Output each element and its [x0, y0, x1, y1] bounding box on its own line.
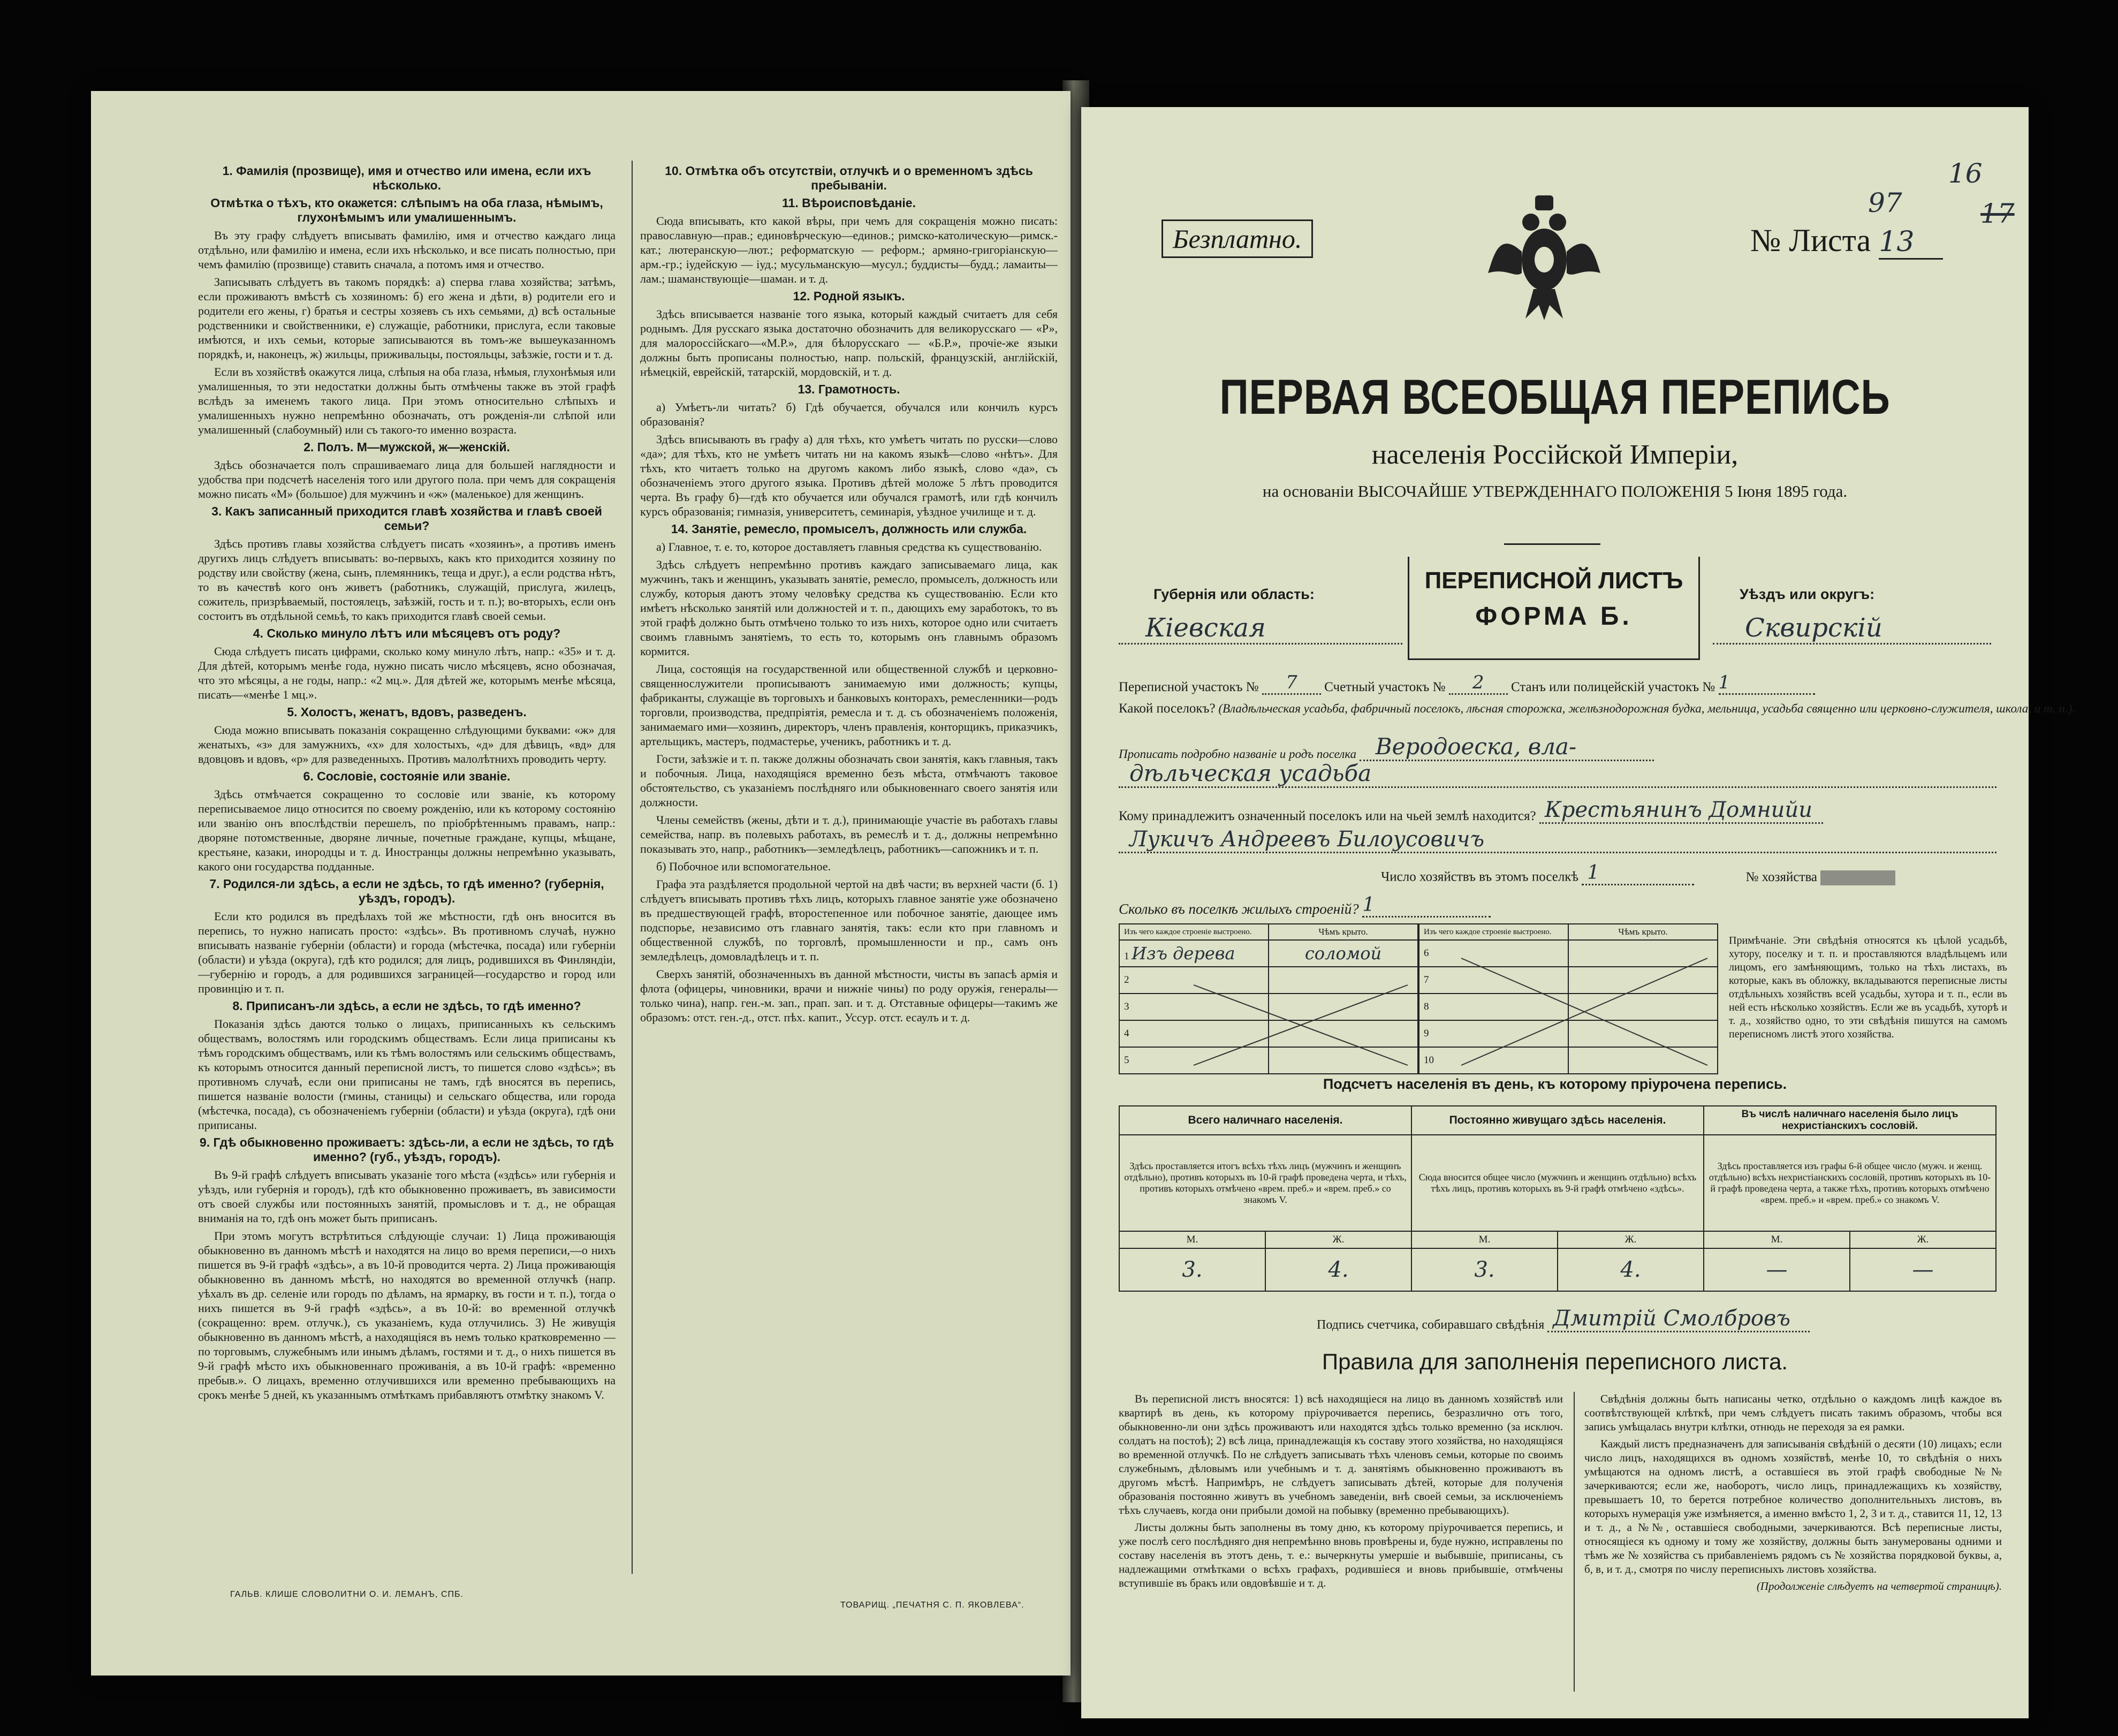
building-1-material: Изъ дерева: [1132, 943, 1235, 964]
double-headed-eagle-emblem-icon: [1488, 193, 1600, 321]
instructions-column-2: [632, 161, 1058, 1574]
population-count-title: Подсчетъ населенія въ день, къ которому пріурочена перепись.: [1323, 1076, 1787, 1092]
instruction-paragraph: Записывать слѣдуетъ въ такомъ порядкѣ: а) сперва глава хозяйства; затѣмъ, если проживаютъ вмѣстѣ съ хозяиномъ: б) его жена и дѣти, в) родители его и родители его жены, г) братья и сестры хозяевъ съ ихъ семьями, д) всѣ остальные родственники и свойственники, е) служащіе, работники, прислуга, если таковые имѣются, и ихъ семьи, которые записываются въ томъ-же вышеуказанномъ порядкѣ, и, наконецъ, ж) жильцы, приживальцы, постояльцы, заѣзжіе, гости и т. д.: [198, 275, 616, 361]
instruction-paragraph: Въ 9-й графѣ слѣдуетъ вписывать указаніе того мѣста («здѣсь» или губернія и уѣздъ, или губернія и городъ), гдѣ кто обыкновенно проживаетъ, въ зависимости отъ своей службы или постоянныхъ занятій, промысловъ и т. д., не обращая вниманія на то, гдѣ онъ может быть приписанъ.: [198, 1168, 616, 1225]
section-heading: 14. Занятіе, ремесло, промыселъ, должность или служба.: [671, 522, 1027, 536]
crossed-out-cells: [1119, 947, 1718, 1071]
owner-value-1: Крестьянинъ Домнийи: [1539, 798, 1823, 824]
non-christian-male: —: [1704, 1248, 1850, 1291]
table-row: [1419, 924, 1718, 940]
building-1-roof: соломой: [1269, 940, 1418, 967]
dwellings-row: [1119, 894, 1491, 918]
owner-value-2: Лукичъ Андреевъ Билоусовичъ: [1119, 827, 1996, 853]
instruction-paragraph: Здѣсь противъ главы хозяйства слѣдуетъ писать «хозяинъ», а противъ именъ другихъ лицъ слѣдуетъ вписывать: во-первыхъ, какъ кто приходится хозяину по родству или свойству (жена, сынъ, племянникъ, теща и друг.), а если родства нѣтъ, то въ качествѣ кого онъ живетъ (работникъ, служащій, прислуга, жилецъ, сожитель, призрѣваемый, постоялецъ, заѣзжій, гость и т. п.); во-вторыхъ, если онъ состоитъ въ отдѣльной семьѣ, то какъ приходится главѣ своей семьи.: [198, 537, 616, 623]
settlement-label: Какой поселокъ?: [1119, 701, 1216, 716]
owner-label: Кому принадлежитъ означенный поселокъ или на чьей землѣ находится?: [1119, 809, 1536, 823]
section-heading: 3. Какъ записанный приходится главѣ хозяйства и главѣ своей семьи?: [211, 504, 602, 533]
census-sheet-form-box: [1408, 557, 1700, 660]
sheet-number-label: № Листа: [1750, 223, 1871, 258]
row-number: 5: [1119, 1047, 1269, 1074]
row-number: 9: [1419, 1020, 1568, 1047]
rules-divider: [1574, 1392, 1575, 1692]
instruction-paragraph: Графа эта раздѣляется продольной чертой на двѣ части; въ верхней части (б. 1) слѣдуетъ вписывать противъ тѣхъ лицъ, которыхъ главное занятіе уже обозначено въ предшествующей графѣ, второстепенное или побочное занятіе, дающее имъ подспорье, независимо отъ главнаго занятія, такъ: если кто при главномъ и общественной службѣ, по торговлѣ, промышленности и пр., самъ онъ земледѣлецъ, домовладѣлецъ и т. п.: [640, 877, 1058, 963]
title-divider: [1504, 543, 1600, 545]
section-heading: 9. Гдѣ обыкновенно проживаетъ: здѣсь-ли, а если не здѣсь, то гдѣ именно? (губ., уѣздъ, городъ).: [199, 1135, 614, 1164]
instruction-paragraph: Сюда можно вписывать показанія сокращенно слѣдующими буквами: «ж» для женатыхъ, «з» для замужнихъ, «х» для холостыхъ, «д» для дѣвицъ, «вд» для вдовцовъ и вдовъ, «р» для разведенныхъ. Противъ малолѣтнихъ проводить черту.: [198, 723, 616, 765]
table-row: [1119, 1231, 1996, 1248]
section-heading: 7. Родился-ли здѣсь, а если не здѣсь, то гдѣ именно? (губернія, уѣздъ, городъ).: [209, 877, 604, 905]
households-value: 1: [1582, 862, 1694, 885]
total-present-male: 3.: [1119, 1248, 1265, 1291]
instruction-paragraph: Сюда слѣдуетъ писать цифрами, сколько кому минуло лѣтъ, напр.: «35» и т. д. Для дѣтей, которымъ менѣе года, нужно писать число мѣсяцевъ, ясно обозначая, что это мѣсяцы, а не годы, напр.: «2 мц.». Для дѣтей же, которымъ менѣе мѣсяца, писать—«менѣе 1 мц.».: [198, 645, 616, 701]
province-label: Губернія или область:: [1153, 586, 1315, 602]
district-label: Уѣздъ или округъ:: [1740, 586, 1875, 602]
province-value: Кіевская: [1119, 613, 1402, 645]
rules-paragraph: Листы должны быть заполнены въ тому дню, къ которому пріурочивается перепись, и уже послѣ сего послѣдняго дня непремѣнно вновь провѣрены и, буде нужно, исправлены по составу населенія въ этотъ день, т. е.: вычеркнуты умершіе и выбывшіе, приписаны, съ надлежащими отмѣтками о всѣхъ графахъ, родившіеся и вновь прибывшіе, отмѣчены вступившіе въ бракъ или овдовѣвшіе и т. д.: [1119, 1521, 1563, 1589]
rules-column-right: [1584, 1392, 2002, 1596]
owner-row: [1119, 798, 1823, 824]
signature-value: Дмитрій Смолбровъ: [1547, 1306, 1810, 1332]
row-number: 2: [1119, 967, 1269, 994]
section-heading: 6. Сословіе, состояніе или званіе.: [303, 769, 511, 783]
header-male: М.: [1704, 1231, 1850, 1248]
instruction-paragraph: Здѣсь обозначается полъ спрашиваемаго лица для большей наглядности и удобства при подсчетѣ населенія того или другого пола. при чемъ для сокращенія можно писать «М» (большое) для мужчинъ и «ж» (маленькое) для женщинъ.: [198, 458, 616, 501]
rules-paragraph: Свѣдѣнія должны быть написаны четко, отдѣльно о каждомъ лицѣ каждое въ соотвѣтствующей клѣткѣ, при чемъ слѣдуетъ писать такимъ образомъ, чтобы вся запись умѣщалась внутри клѣтки, отнюдь не переходя за ея рамки.: [1584, 1392, 2002, 1433]
permanent-male: 3.: [1411, 1248, 1558, 1291]
header-female: Ж.: [1558, 1231, 1704, 1248]
instruction-paragraph: Лица, состоящія на государственной или общественной службѣ и церковно-священнослужители прописываютъ занимаемую ими должность; купцы, фабриканты, служащіе въ торговыхъ и банковыхъ конторахъ, ремесленники—родъ торговли, производства, предпріятія, ремесла и т. д. съ обозначеніемъ положенія, занимаемаго ими—хозяинъ, директоръ, членъ правленія, конторщикъ, приказчикъ, артельщикъ, мастеръ, подмастерье, ученикъ, работникъ и т. д.: [640, 662, 1058, 748]
settlement-hint-2: Прописать подробно названіе и родъ поселка: [1119, 747, 1356, 761]
col-header-roof: Чѣмъ крыто.: [1269, 924, 1418, 940]
section-heading: 4. Сколько минуло лѣтъ или мѣсяцевъ отъ роду?: [253, 626, 561, 640]
form-box-title: ПЕРЕПИСНОЙ ЛИСТЪ: [1424, 567, 1683, 594]
owner-row-2: [1119, 827, 1996, 853]
section-heading: 8. Приписанъ-ли здѣсь, а если не здѣсь, то гдѣ именно?: [232, 999, 581, 1013]
instruction-paragraph: Показанія здѣсь даются только о лицахъ, приписанныхъ къ сельскимъ обществамъ, волостямъ или городскимъ обществамъ. Если лица приписаны къ тѣмъ городскимъ обществамъ, или къ тѣмъ волостямъ или сельскимъ обществамъ, къ которымъ относится данный переписной листъ, то пишется слово «здѣсь»; въ противномъ случаѣ, если они приписаны не тамъ, гдѣ вносятся въ перепись, пишется названіе волости (гмины, станицы) и сельскаго общества, или города (мѣстечка, посада), съ обозначеніемъ губерніи (области) и уѣзда (округа), гдѣ они приписаны.: [198, 1017, 616, 1132]
free-of-charge-label: [1162, 219, 1313, 258]
census-area-label: Переписной участокъ №: [1119, 680, 1259, 694]
census-subtitle: населенія Россійской Имперіи,: [1371, 439, 1739, 470]
instruction-paragraph: а) Умѣетъ-ли читать? б) Гдѣ обучается, обучался или кончилъ курсъ образованія?: [640, 400, 1058, 428]
table-row: [1119, 1106, 1996, 1135]
margin-number-17: 17: [1980, 198, 2015, 229]
sheet-number-value: 13: [1879, 226, 1943, 260]
count-area-value: 2: [1449, 672, 1508, 695]
row-number: 8: [1419, 994, 1568, 1020]
instruction-paragraph: Сверхъ занятій, обозначенныхъ въ данной мѣстности, чисты въ запасѣ армія и флота (офицеры, чиновники, врачи и нижніе чины) по роду оружія, генералы—только чина), напр. ген.-м. зап., прап. зап. и т. д. Отставные офицеры—такимъ же образомъ: отст. ген.-д., отст. пѣх. капит., Уссур. отст. есаулъ и т. д.: [640, 967, 1058, 1024]
rules-continued-note: (Продолженіе слѣдуетъ на четвертой страницѣ).: [1756, 1580, 2002, 1593]
row-number: 6: [1419, 940, 1568, 967]
district-value: Сквирскій: [1713, 613, 1991, 645]
rules-column-left: [1119, 1392, 1563, 1593]
instruction-paragraph: Сюда вписывать, кто какой вѣры, при чемъ для сокращенія можно писать: православную—прав.; единовѣрческую—единов.; римско-католическую—римск.-кат.; лютеранскую—лют.; реформатскую — реформ.; армяно-григоріанскую—арм.-гр.; іудейскую — іуд.; мусульманскую—мусул.; буддисты—будд.; ламаиты—лам.; шаманствующіе—шаман. и т. д.: [640, 214, 1058, 285]
total-present-female: 4.: [1265, 1248, 1411, 1291]
col-header-total-present: Всего наличнаго населенія.: [1119, 1106, 1411, 1135]
rules-title: Правила для заполненія переписного листа.: [1322, 1349, 1788, 1374]
census-area-row: [1119, 672, 1815, 695]
section-heading: 5. Холостъ, женатъ, вдовъ, разведенъ.: [287, 705, 527, 719]
desc-non-christian: Здѣсь проставляется изъ графы 6-й общее число (мужч. и женщ. отдѣльно) всѣхъ нехристіанскихъ сословій, противъ которыхъ въ 10-й графѣ проведена черта, а также тѣхъ, противъ которыхъ отмѣчено «врем. преб.» и «врем. преб.» со знакомъ V.: [1704, 1135, 1996, 1231]
left-page-instructions: [91, 91, 1071, 1676]
form-box-subtitle: ФОРМА Б.: [1475, 602, 1633, 631]
settlement-row: [1119, 701, 2075, 716]
right-page-census-form: [1081, 107, 2076, 1718]
instruction-paragraph: Гости, заѣзжіе и т. п. также должны обозначать свои занятія, какъ главныя, такъ и побочныя. Лица, находящіяся временно безъ мѣста, отмѣчаютъ таковое обстоятельство, съ указаніемъ послѣдняго или обыкновеннаго своего занятія или должности.: [640, 752, 1058, 809]
section-heading: 1. Фамилія (прозвище), имя и отчество или имена, если ихъ нѣсколько.: [222, 164, 591, 192]
instruction-paragraph: Если въ хозяйствѣ окажутся лица, слѣпыя на оба глаза, нѣмыя, глухонѣмыя или умалишенныя, то эти недостатки должны быть отмѣчены также въ этой графѣ вслѣдъ за именемъ такого лица. При этомъ относительно слѣпыхъ и умалишенныхъ нужно непремѣнно обозначать, отъ рожденія-ли слѣпой или умалишенный (слабоумный) или съ такого-то именно возраста.: [198, 365, 616, 436]
free-text: Безплатно.: [1173, 224, 1302, 254]
row-number: 4: [1119, 1020, 1269, 1047]
stan-value: 1: [1719, 672, 1815, 695]
population-count-table: [1119, 1105, 1996, 1292]
count-area-label: Счетный участокъ №: [1324, 680, 1446, 694]
table-row: [1119, 924, 1418, 940]
instruction-paragraph: б) Побочное или вспомогательное.: [656, 860, 831, 873]
settlement-value-1: Веродоеска, вла-: [1360, 733, 1654, 761]
instructions-column-1: [198, 161, 616, 1574]
census-legal-basis: на основаніи ВЫСОЧАЙШЕ УТВЕРЖДЕННАГО ПОЛОЖЕНІЯ 5 Іюня 1895 года.: [1262, 482, 1848, 501]
household-no-blank: [1820, 870, 1895, 885]
row-number: 7: [1419, 967, 1568, 994]
rules-paragraph: Въ переписной листъ вносятся: 1) всѣ находящіеся на лицо въ данномъ хозяйствѣ или квартирѣ въ день, къ которому пріурочивается перепись, безразлично отъ того, обыкновенно-ли они здѣсь проживаютъ или находятся здѣсь только временно (за исключ. солдатъ на постоѣ); 2) всѣ лица, принадлежащія къ составу этого хозяйства, но находящіяся во временной отлучкѣ. По не слѣдуетъ записывать тѣхъ членовъ семьи, которые по своимъ служебнымъ, дѣловымъ или учебнымъ и т. д. занятіямъ обыкновенно проживаютъ въ другомъ мѣстѣ. Напримѣръ, не слѣдуетъ записывать дѣтей, которые для полученія образованія постоянно живутъ въ учебномъ заведеніи, внѣ своей семьи, за исключеніемъ тѣхъ случаевъ, когда они прибыли домой на побывку (временно пребывающихъ).: [1119, 1392, 1563, 1517]
section-heading: 10. Отмѣтка объ отсутствіи, отлучкѣ и о временномъ здѣсь пребываніи.: [665, 164, 1033, 192]
households-row: [1381, 862, 1895, 885]
dwellings-label: Сколько въ поселкѣ жилыхъ строеній?: [1119, 901, 1359, 917]
household-no-label: № хозяйства: [1745, 869, 1818, 884]
margin-number-97: 97: [1868, 187, 1902, 218]
row-number: 1: [1124, 951, 1129, 962]
instruction-paragraph: Здѣсь вписывается названіе того языка, который каждый считаетъ для себя роднымъ. Для русскаго языка достаточно обозначить для великорусскаго — «Р», для малороссійскаго—«М.Р.», для бѣлорусскаго — «Б.Р.», прочіе-же языки должны быть прописаны полностью, напр. польскій, французскій, англійскій, нѣмецкій, еврейскій, татарскій, мордовскій, и т. д.: [640, 307, 1058, 378]
settlement-value-2: дѣльческая усадьба: [1119, 760, 1996, 788]
desc-total-present: Здѣсь проставляется итогъ всѣхъ тѣхъ лицъ (мужчинъ и женщинъ отдѣльно), противъ которыхъ въ 10-й графѣ проведена черта, и тѣхъ, противъ которыхъ отмѣчено «врем. преб.» и «врем. преб.» со знакомъ V.: [1119, 1135, 1411, 1231]
signature-label: Подпись счетчика, собиравшаго свѣдѣнія: [1317, 1318, 1545, 1332]
instruction-paragraph: Здѣсь слѣдуетъ непремѣнно противъ каждаго записываемаго лица, как мужчинъ, такъ и женщинъ, указывать занятіе, ремесло, промыселъ, должность или службу, которыя даютъ этому человѣку средства къ существованію. Если кто имѣетъ нѣсколько занятій или должностей и т. п., дающихъ ему заработокъ, то въ этой графѣ должно быть отмѣчено только то изъ нихъ, которое одно или считаетъ своимъ главнымъ занятіемъ, то есть то, которымъ онъ главнымъ образомъ кормится.: [640, 558, 1058, 658]
instruction-paragraph: Члены семействъ (жены, дѣти и т. д.), принимающіе участіе въ работахъ главы семейства, напр. въ полевыхъ работахъ, въ ремеслѣ и т. д., должны непремѣнно показывать это, напр., работникъ—земледѣлецъ, работникъ—сапожникъ и т. п.: [640, 813, 1058, 855]
census-area-value: 7: [1262, 672, 1321, 695]
col-header-permanent: Постоянно живущаго здѣсь населенія.: [1411, 1106, 1704, 1135]
col-header-material: Изъ чего каждое строеніе выстроено.: [1419, 924, 1568, 940]
instruction-paragraph: Въ эту графу слѣдуетъ вписывать фамилію, имя и отчество каждаго лица отдѣльно, или фамилію и имена, если ихъ нѣсколько, и все писать полностью, при чемъ фамилію (прозвище) ставить сначала, а потомъ имя и отчество.: [198, 229, 616, 271]
stan-label: Станъ или полицейскій участокъ №: [1510, 680, 1715, 694]
header-female: Ж.: [1850, 1231, 1996, 1248]
non-christian-female: —: [1850, 1248, 1996, 1291]
section-heading: 11. Вѣроисповѣданіе.: [782, 196, 916, 210]
buildings-note: Примѣчаніе. Эти свѣдѣнія относятся къ цѣлой усадьбѣ, хутору, поселку и т. п. и проставляются владѣльцемъ или лицомъ, его замѣняющимъ, только на тѣхъ листахъ, въ которые, какъ въ обложку, вкладываются переписные листы отдѣльныхъ хозяйствъ всей усадьбы, хутора и т. п., если въ ней есть нѣсколько хозяйствъ. Если же въ усадьбѣ, хуторѣ и т. д., хозяйство одно, то эти свѣдѣнія пишутся на самомъ переписномъ листѣ этого хозяйства.: [1729, 935, 2007, 1040]
col-header-roof: Чѣмъ крыто.: [1568, 924, 1718, 940]
settlement-name-row: [1119, 733, 1654, 761]
header-male: М.: [1411, 1231, 1558, 1248]
households-label: Число хозяйствъ въ этомъ поселкѣ: [1381, 869, 1579, 884]
table-row: [1119, 1248, 1996, 1291]
col-header-non-christian: Въ числѣ наличнаго населенія было лицъ нехристіанскихъ сословій.: [1704, 1106, 1996, 1135]
section-heading: 13. Грамотность.: [798, 382, 900, 396]
left-footer-print-left: ГАЛЬВ. КЛИШЕ СЛОВОЛИТНИ О. И. ЛЕМАНЪ, СПБ.: [230, 1590, 464, 1599]
settlement-hint: (Владѣльческая усадьба, фабричный поселокъ, лѣсная сторожка, желѣзнодорожная будка, мельница, усадьба священно или церковно-служителя, школа, и т. п.).: [1218, 702, 2076, 715]
instruction-paragraph: Здѣсь отмѣчается сокращенно то сословіе или званіе, къ которому переписываемое лицо относится по своему рожденію, или къ которому состоянію или званію онъ впослѣдствіи перешелъ, по пріобрѣтеннымъ правамъ, напр.: дворяне потомственные, дворяне личные, почетные граждане, купцы, мѣщане, крестьяне, казаки, инородцы и т. д. Иностранцы должны непремѣнно указывать, какого они государства подданные.: [198, 787, 616, 873]
left-footer-print-right: ТОВАРИЩ. „ПЕЧАТНЯ С. П. ЯКОВЛЕВА“.: [840, 1601, 1024, 1610]
section-heading: 12. Родной языкъ.: [793, 289, 905, 303]
row-number: 3: [1119, 994, 1269, 1020]
table-row: [1119, 1135, 1996, 1231]
enumerator-signature-row: [1317, 1306, 1810, 1332]
permanent-female: 4.: [1558, 1248, 1704, 1291]
section-heading: Отмѣтка о тѣхъ, кто окажется: слѣпымъ на оба глаза, нѣмымъ, глухонѣмымъ или умалишеннымъ.: [210, 196, 603, 224]
dwellings-value: 1: [1362, 894, 1491, 918]
row-number: 10: [1419, 1047, 1568, 1074]
instruction-paragraph: При этомъ могутъ встрѣтиться слѣдующіе случаи: 1) Лица проживающія обыкновенно въ данномъ мѣстѣ и находятся на лицо во время переписи,—о нихъ пишется въ 9-й графѣ «здѣсь», а въ 10-й проводится черта. 2) Лица проживающія обыкновенно въ данномъ мѣстѣ, но находятся во временной отлучкѣ (напр. уѣхалъ въ др. селеніе или городъ по дѣламъ, на ярмарку, въ гости и т. п.), тогда о нихъ пишется въ 9-й графѣ «здѣсь», а въ 10-й: во временной отлучкѣ (сокращенно: врем. отлучк.), съ указаніемъ, куда отлучились. 3) Не живущія обыкновенно въ данномъ мѣстѣ, а находящіяся въ немъ только кратковременно — по торговымъ, служебнымъ или инымъ дѣламъ, гостями и т. д., о нихъ пишется въ 9-й графѣ мѣсто ихъ обыкновеннаго проживанія, а въ 10-й графѣ: «временно пребыв.». О лицахъ, временно отлучившихся или временно пребывающихъ на срокъ менѣе 5 дней, къ указаннымъ отмѣткамъ прибавляютъ отмѣтку знакомъ V.: [198, 1229, 616, 1401]
sheet-number: [1750, 222, 1943, 260]
rules-paragraph: Каждый листъ предназначенъ для записыванія свѣдѣній о десяти (10) лицахъ; если число лицъ, находящихся въ одномъ хозяйствѣ, менѣе 10, то свѣдѣнія о нихъ умѣщаются на одномъ листѣ, а оставшіеся въ этой графѣ свободные №№ зачеркиваются; если же, наоборотъ, число лицъ, принадлежащихъ къ хозяйству, превышаетъ 10, то берется потребное количество дополнительныхъ листовъ, въ которыхъ нумерація уже измѣняется, а именно вмѣсто 1, 2, 3 и т. д., ставится 11, 12, 13 и т. д., а №№, оставшіеся свободными, зачеркиваются. Всѣ переписные листы, относящіеся къ одному и тому же хозяйству, должны быть занумерованы одними и тѣмъ же № хозяйства съ прибавленіемъ рядомъ съ № хозяйства порядковой буквы, а, б, в, и т. д., смотря по числу переписныхъ листовъ хозяйства.: [1584, 1437, 2002, 1575]
col-header-material: Изъ чего каждое строеніе выстроено.: [1119, 924, 1269, 940]
header-female: Ж.: [1265, 1231, 1411, 1248]
instruction-paragraph: Здѣсь вписывають въ графу а) для тѣхъ, кто умѣетъ читать по русски—слово «да»; для тѣхъ, кто не умѣетъ читать ни на какомъ языкѣ—слово «нѣтъ». Для тѣхъ, кто читаетъ только на другомъ какомъ либо языкѣ, слово «да», съ обозначеніемъ этого другого языка. Противъ дѣтей моложе 5 лѣтъ проводится черта. Въ графу б)—гдѣ кто обучается или обучался грамотѣ, или гдѣ кончилъ курсъ образованія; гимназія, университетъ, семинарія, уѣздное училище и т. д.: [640, 433, 1058, 518]
header-male: М.: [1119, 1231, 1265, 1248]
desc-permanent: Сюда вносится общее число (мужчинъ и женщинъ отдѣльно) всѣхъ тѣхъ лицъ, противъ которыхъ въ 9-й графѣ отмѣчено «здѣсь».: [1411, 1135, 1704, 1231]
instruction-paragraph: а) Главное, т. е. то, которое доставляетъ главныя средства къ существованію.: [656, 540, 1042, 554]
section-heading: 2. Полъ. М—мужской, ж—женскій.: [303, 440, 510, 454]
census-main-title: ПЕРВАЯ ВСЕОБЩАЯ ПЕРЕПИСЬ: [1219, 370, 1891, 424]
settlement-name-row-2: [1119, 760, 1996, 788]
instruction-paragraph: Если кто родился въ предѣлахъ той же мѣстности, гдѣ онъ вносится въ перепись, то нужно написать просто: «здѣсь». Въ противномъ случаѣ, нужно вписывать названіе губерніи (области) и города (мѣстечка, посада) или губерніи (области) и уѣзда (округа), гдѣ кто родился; для лицъ, родившихся въ Финляндіи,—губернію и городъ, а для родившихся заграницей—государство и город или провинцію и т. п.: [198, 909, 616, 995]
margin-number-16: 16: [1948, 158, 1983, 189]
